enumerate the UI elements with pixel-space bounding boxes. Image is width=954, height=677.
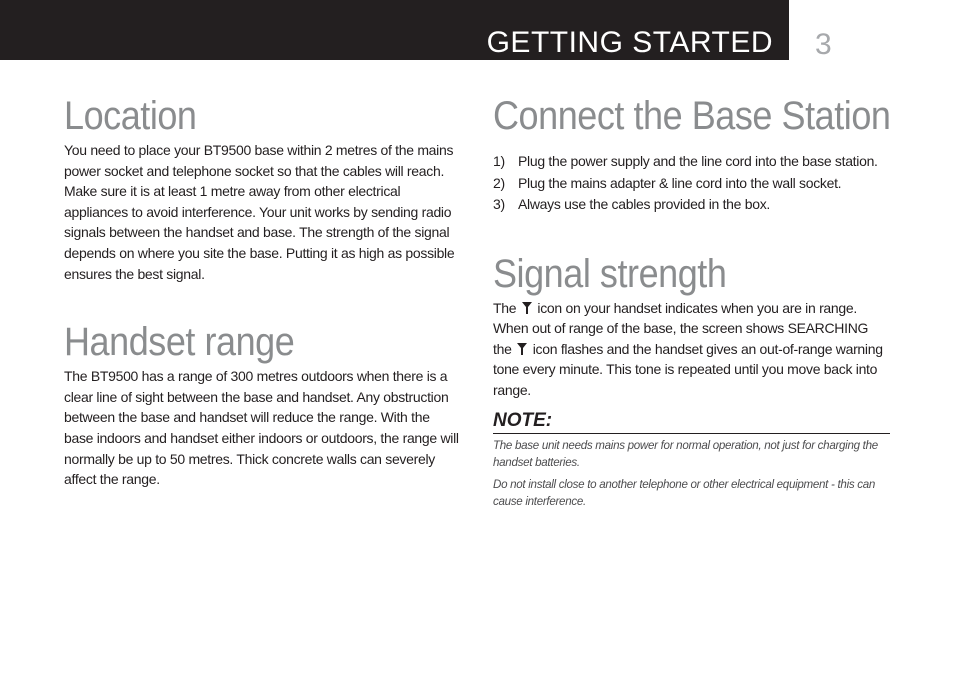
note-text: The base unit needs mains power for normal operation, not just for charging the handset batteries. bbox=[493, 439, 878, 469]
step-text: Plug the power supply and the line cord into the base station. bbox=[518, 153, 878, 169]
step-text: Always use the cables provided in the box. bbox=[518, 196, 770, 212]
section-title: GETTING STARTED bbox=[486, 26, 773, 59]
connect-steps-list bbox=[493, 151, 890, 216]
signal-strength-heading: Signal strength bbox=[493, 251, 727, 296]
signal-text-part-1: The bbox=[493, 299, 517, 316]
step-text: Plug the mains adapter & line cord into the wall socket. bbox=[518, 174, 842, 191]
list-item bbox=[493, 151, 890, 173]
note-text: Do not install close to another telephone or other electrical equipment - this can cause interference. bbox=[493, 478, 876, 508]
note-heading: NOTE: bbox=[493, 410, 890, 434]
signal-text-part-2: icon on your handset indicates when you are in range. When out of range of the base, the screen shows SEARCHING the bbox=[493, 299, 869, 357]
handset-range-paragraph: The BT9500 has a range of 300 metres outdoors when there is a clear line of sight between the base and handset. Any obstruction between the base and handset will reduce the range. With the base indoors and handset either indoors or outdoors, the range will normally be up to 50 metres. Thick concrete walls can severely affect the range. bbox=[64, 368, 459, 488]
page-number: 3 bbox=[815, 28, 832, 61]
step-number: 2) bbox=[493, 174, 505, 191]
right-column bbox=[493, 92, 890, 510]
location-heading: Location bbox=[64, 94, 197, 138]
location-paragraph: You need to place your BT9500 base within 2 metres of the mains power socket and telephone socket so that the cables will reach. Make sure it is at least 1 metre away from other electrical appliances to avoid interference. Your unit works by sending radio signals between the handset and base. The strength of the signal depends on where you site the base. Putting it as high as possible ensures the best signal. bbox=[64, 142, 455, 282]
header-bar bbox=[0, 0, 789, 60]
left-column bbox=[64, 92, 460, 490]
signal-strength-paragraph bbox=[493, 298, 890, 401]
antenna-signal-icon bbox=[517, 343, 527, 355]
handset-range-heading: Handset range bbox=[64, 320, 295, 365]
antenna-signal-icon bbox=[522, 302, 532, 314]
step-number: 3) bbox=[493, 196, 505, 212]
list-item bbox=[493, 194, 890, 216]
list-item bbox=[493, 173, 890, 195]
signal-text-part-3: icon flashes and the handset gives an out-of-range warning tone every minute. This tone is repeated until you move back into range. bbox=[493, 340, 883, 398]
connect-base-heading: Connect the Base Station bbox=[493, 94, 891, 138]
step-number: 1) bbox=[493, 153, 505, 169]
